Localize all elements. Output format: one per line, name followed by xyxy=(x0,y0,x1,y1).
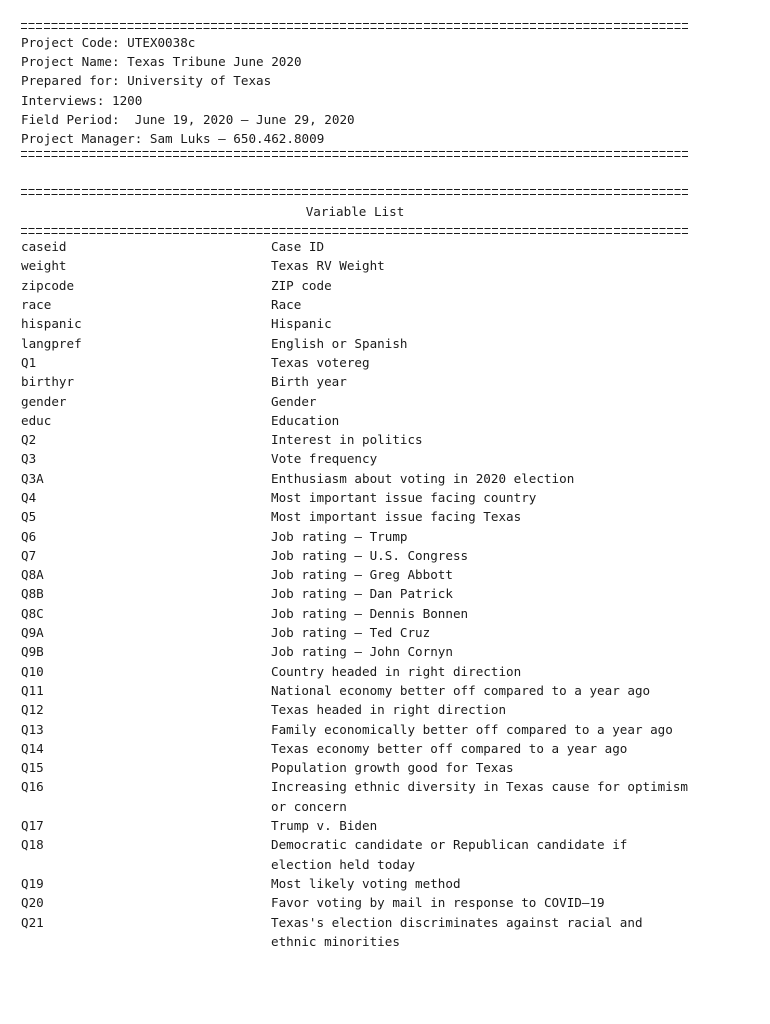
project-name: Project Name: Texas Tribune June 2020 xyxy=(21,54,302,70)
variable-name: Q3 xyxy=(21,451,37,467)
variable-name: weight xyxy=(21,258,67,274)
project-code: Project Code: UTEX0038c xyxy=(21,35,196,50)
variable-row xyxy=(21,835,689,874)
variable-label: Enthusiasm about voting in 2020 election xyxy=(271,470,575,486)
variable-name: Q9A xyxy=(21,625,44,641)
variable-row xyxy=(21,623,689,642)
variable-label: Education xyxy=(271,412,340,428)
variable-label: Interest in politics xyxy=(271,432,423,448)
variable-list-title: Variable List xyxy=(305,204,405,220)
variable-label: Vote frequency xyxy=(271,451,378,467)
variable-row xyxy=(21,604,689,623)
variable-row xyxy=(21,720,689,739)
variable-label: Case ID xyxy=(271,239,325,255)
variable-label: Favor voting by mail in response to COVID–19 xyxy=(271,895,605,911)
variable-name: langpref xyxy=(21,335,82,351)
variable-label: Most likely voting method xyxy=(271,875,461,891)
variable-label: Job rating – Greg Abbott xyxy=(271,567,453,583)
variable-row xyxy=(21,430,689,449)
variable-name: Q8B xyxy=(21,586,44,602)
header-top-rule xyxy=(21,23,689,29)
variable-label: Population growth good for Texas xyxy=(271,760,514,776)
variable-row xyxy=(21,449,689,468)
variable-row xyxy=(21,411,689,430)
variable-name: educ xyxy=(21,412,52,428)
project-manager: Project Manager: Sam Luks – 650.462.8009 xyxy=(21,130,325,146)
project-info xyxy=(21,33,689,148)
variable-row xyxy=(21,739,689,758)
variable-label: Texas economy better off compared to a year ago xyxy=(271,740,628,756)
variable-name: gender xyxy=(21,393,67,409)
variable-name: Q21 xyxy=(21,914,44,930)
variable-name: Q16 xyxy=(21,779,44,795)
variable-label: Job rating – U.S. Congress xyxy=(271,547,469,563)
variable-label: English or Spanish xyxy=(271,335,408,351)
variable-label: ZIP code xyxy=(271,277,332,293)
variable-row xyxy=(21,334,689,353)
prepared-for: Prepared for: University of Texas xyxy=(21,73,272,89)
variable-row xyxy=(21,237,689,256)
variable-name: Q3A xyxy=(21,470,44,486)
variable-name: Q17 xyxy=(21,818,44,834)
variable-label: Job rating – Dan Patrick xyxy=(271,586,453,602)
variable-name: hispanic xyxy=(21,316,82,332)
variable-label: National economy better off compared to a year ago xyxy=(271,682,651,698)
variable-row xyxy=(21,276,689,295)
variable-name: Q7 xyxy=(21,547,37,563)
variable-name: Q11 xyxy=(21,682,44,698)
variable-label: Birth year xyxy=(271,374,347,390)
variable-label: Job rating – John Cornyn xyxy=(271,644,453,660)
variable-list-top-rule xyxy=(21,189,689,195)
variable-label: Job rating – Ted Cruz xyxy=(271,625,431,641)
variable-label: Family economically better off compared to a year ago xyxy=(271,721,673,737)
variable-label: Most important issue facing Texas xyxy=(271,509,522,525)
variable-name: Q20 xyxy=(21,895,44,911)
variable-row xyxy=(21,314,689,333)
variable-row xyxy=(21,893,689,912)
variable-name: Q2 xyxy=(21,432,37,448)
variable-name: zipcode xyxy=(21,277,75,293)
variable-label: Job rating – Trump xyxy=(271,528,408,544)
variable-row xyxy=(21,700,689,719)
variable-label: Democratic candidate or Republican candidate if election held today xyxy=(271,837,628,872)
variable-row xyxy=(21,642,689,661)
codebook-document xyxy=(21,20,689,951)
variable-list xyxy=(21,237,689,951)
variable-row xyxy=(21,681,689,700)
variable-name: Q10 xyxy=(21,663,44,679)
variable-label: Increasing ethnic diversity in Texas cause for optimism or concern xyxy=(271,779,689,814)
variable-label: Gender xyxy=(271,393,317,409)
variable-name: Q1 xyxy=(21,354,37,370)
variable-label: Texas RV Weight xyxy=(271,258,385,274)
interviews: Interviews: 1200 xyxy=(21,92,143,108)
variable-name: Q8A xyxy=(21,567,44,583)
variable-row xyxy=(21,758,689,777)
variable-row xyxy=(21,507,689,526)
variable-name: birthyr xyxy=(21,374,75,390)
field-period: Field Period: June 19, 2020 – June 29, 2020 xyxy=(21,111,355,127)
variable-row xyxy=(21,816,689,835)
variable-row xyxy=(21,295,689,314)
variable-name: Q14 xyxy=(21,740,44,756)
variable-row xyxy=(21,256,689,275)
variable-name: Q6 xyxy=(21,528,37,544)
variable-row xyxy=(21,488,689,507)
variable-row xyxy=(21,353,689,372)
variable-label: Hispanic xyxy=(271,316,332,332)
variable-row xyxy=(21,527,689,546)
variable-name: Q4 xyxy=(21,489,37,505)
variable-name: Q13 xyxy=(21,721,44,737)
variable-name: Q19 xyxy=(21,875,44,891)
variable-row xyxy=(21,874,689,893)
variable-name: race xyxy=(21,297,52,313)
variable-row xyxy=(21,372,689,391)
variable-label: Job rating – Dennis Bonnen xyxy=(271,605,469,621)
variable-label: Most important issue facing country xyxy=(271,489,537,505)
variable-name: Q5 xyxy=(21,509,37,525)
variable-label: Texas's election discriminates against racial and ethnic minorities xyxy=(271,914,643,949)
variable-row xyxy=(21,662,689,681)
section-spacer xyxy=(21,160,689,186)
variable-row xyxy=(21,546,689,565)
variable-name: Q18 xyxy=(21,837,44,853)
variable-label: Country headed in right direction xyxy=(271,663,522,679)
variable-row xyxy=(21,469,689,488)
variable-label: Trump v. Biden xyxy=(271,818,378,834)
variable-row xyxy=(21,565,689,584)
variable-label: Texas headed in right direction xyxy=(271,702,507,718)
variable-list-title-rule xyxy=(21,228,689,234)
variable-name: Q12 xyxy=(21,702,44,718)
variable-row xyxy=(21,777,689,816)
variable-row xyxy=(21,913,689,952)
variable-name: caseid xyxy=(21,239,67,255)
variable-row xyxy=(21,392,689,411)
variable-label: Texas votereg xyxy=(271,354,370,370)
variable-name: Q15 xyxy=(21,760,44,776)
variable-name: Q8C xyxy=(21,605,44,621)
variable-label: Race xyxy=(271,297,302,313)
variable-row xyxy=(21,584,689,603)
header-bottom-rule xyxy=(21,151,689,157)
variable-name: Q9B xyxy=(21,644,44,660)
